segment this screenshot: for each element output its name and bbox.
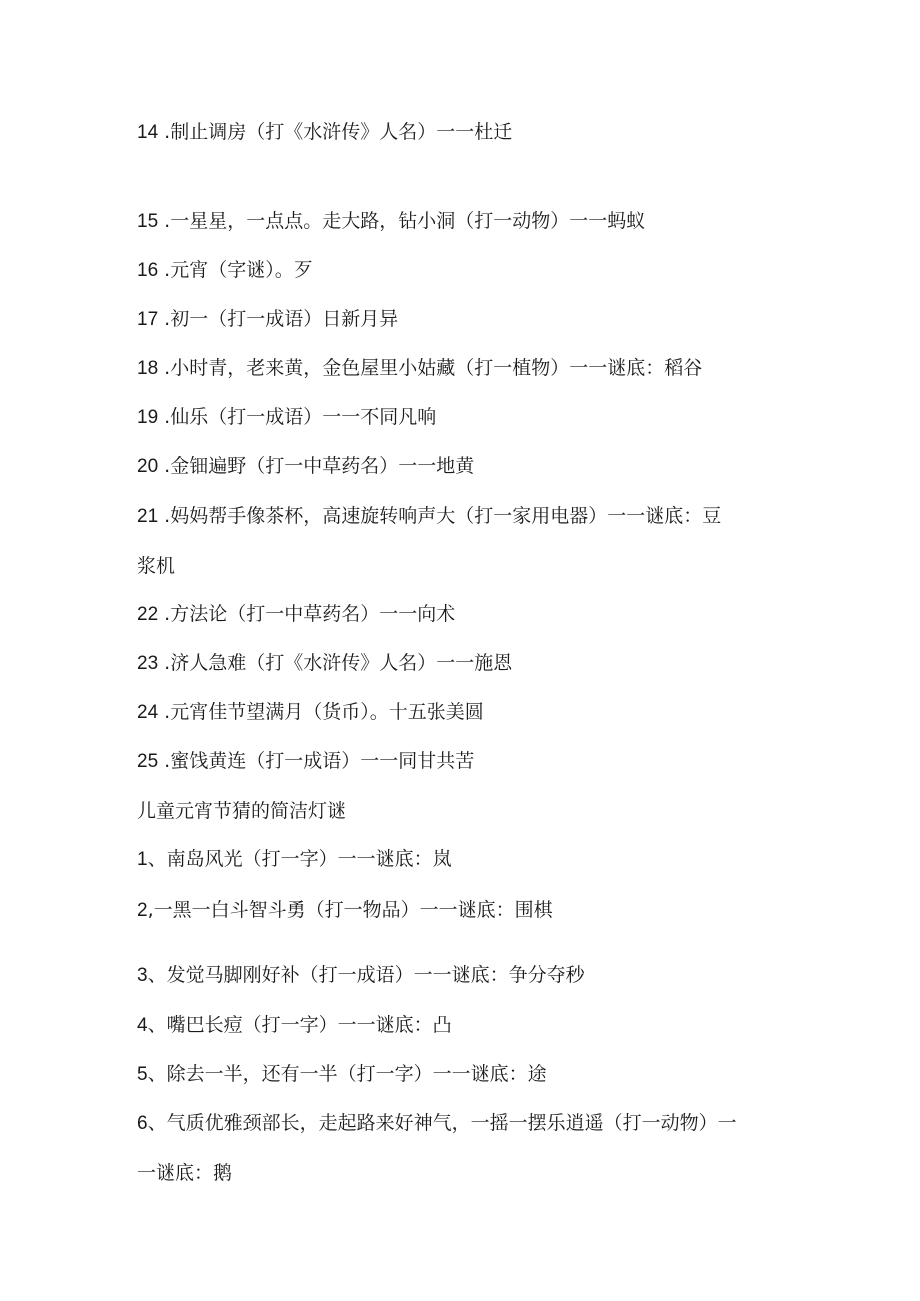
riddle-line xyxy=(137,963,777,988)
riddle-number: 17 xyxy=(137,309,159,330)
riddle-line xyxy=(137,209,777,234)
riddle-line xyxy=(137,1013,777,1038)
section-heading xyxy=(137,799,777,824)
riddle-number: 18 xyxy=(137,358,159,379)
riddle-number: 4 xyxy=(137,1015,148,1036)
riddle-number: 3 xyxy=(137,965,148,986)
riddle-text: .方法论（打一中草药名）一一向术 xyxy=(158,603,456,625)
riddle-line xyxy=(137,504,777,529)
riddle-text: .小时青，老来黄，金色屋里小姑藏（打一植物）一一谜底：稻谷 xyxy=(158,357,703,379)
riddle-line xyxy=(137,258,777,283)
riddle-line-continuation xyxy=(137,554,777,579)
riddle-line-continuation xyxy=(137,1161,777,1186)
riddle-number: 1 xyxy=(137,849,148,870)
riddle-number: 24 xyxy=(137,702,159,723)
riddle-text: .制止调房（打《水浒传》人名）一一杜迁 xyxy=(158,121,513,143)
riddle-number: 20 xyxy=(137,456,159,477)
riddle-line xyxy=(137,356,777,381)
riddle-text: .一星星，一点点。走大路，钻小洞（打一动物）一一蚂蚁 xyxy=(158,210,646,232)
riddle-line xyxy=(137,749,777,774)
riddle-line xyxy=(137,1111,777,1136)
riddle-text: .仙乐（打一成语）一一不同凡响 xyxy=(158,406,437,428)
riddle-text: .初一（打一成语）日新月异 xyxy=(158,308,399,330)
riddle-text: .元宵佳节望满月（货币）。十五张美圆 xyxy=(158,701,484,723)
riddle-line xyxy=(137,454,777,479)
riddle-text: 、气质优雅颈部长，走起路来好神气，一摇一摆乐逍遥（打一动物）一 xyxy=(147,1112,737,1134)
riddle-text: 、嘴巴长痘（打一字）一一谜底：凸 xyxy=(147,1014,452,1036)
riddle-number: 2 xyxy=(137,900,148,921)
riddle-text: 、发觉马脚刚好补（打一成语）一一谜底：争分夺秒 xyxy=(147,964,585,986)
riddle-text: 、南岛风光（打一字）一一谜底：岚 xyxy=(147,848,452,870)
riddle-text: .蜜饯黄连（打一成语）一一同甘共苦 xyxy=(158,750,475,772)
riddle-line xyxy=(137,602,777,627)
riddle-text: .金钿遍野（打一中草药名）一一地黄 xyxy=(158,455,475,477)
riddle-number: 22 xyxy=(137,604,159,625)
riddle-line xyxy=(137,847,777,872)
riddle-number: 14 xyxy=(137,122,159,143)
riddle-text: 浆机 xyxy=(137,555,176,577)
riddle-text: .妈妈帮手像茶杯，高速旋转响声大（打一家用电器）一一谜底：豆 xyxy=(158,505,722,527)
riddle-number: 6 xyxy=(137,1113,148,1134)
riddle-number: 25 xyxy=(137,751,159,772)
riddle-line xyxy=(137,1062,777,1087)
riddle-line xyxy=(137,307,777,332)
riddle-number: 23 xyxy=(137,653,159,674)
riddle-line xyxy=(137,651,777,676)
riddle-line xyxy=(137,405,777,430)
riddle-text: ,一黑一白斗智斗勇（打一物品）一一谜底：围棋 xyxy=(147,899,553,921)
riddle-line xyxy=(137,700,777,725)
riddle-text: 一谜底：鹅 xyxy=(137,1162,233,1184)
riddle-number: 16 xyxy=(137,260,159,281)
riddle-text: .元宵（字谜）。歹 xyxy=(158,259,313,281)
riddle-number: 19 xyxy=(137,407,159,428)
heading-text: 儿童元宵节猜的简洁灯谜 xyxy=(137,800,347,822)
riddle-text: 、除去一半，还有一半（打一字）一一谜底：途 xyxy=(147,1063,547,1085)
riddle-text: .济人急难（打《水浒传》人名）一一施恩 xyxy=(158,652,513,674)
riddle-number: 21 xyxy=(137,506,159,527)
riddle-number: 15 xyxy=(137,211,159,232)
riddle-line xyxy=(137,120,777,145)
riddle-number: 5 xyxy=(137,1064,148,1085)
riddle-line xyxy=(137,898,777,923)
